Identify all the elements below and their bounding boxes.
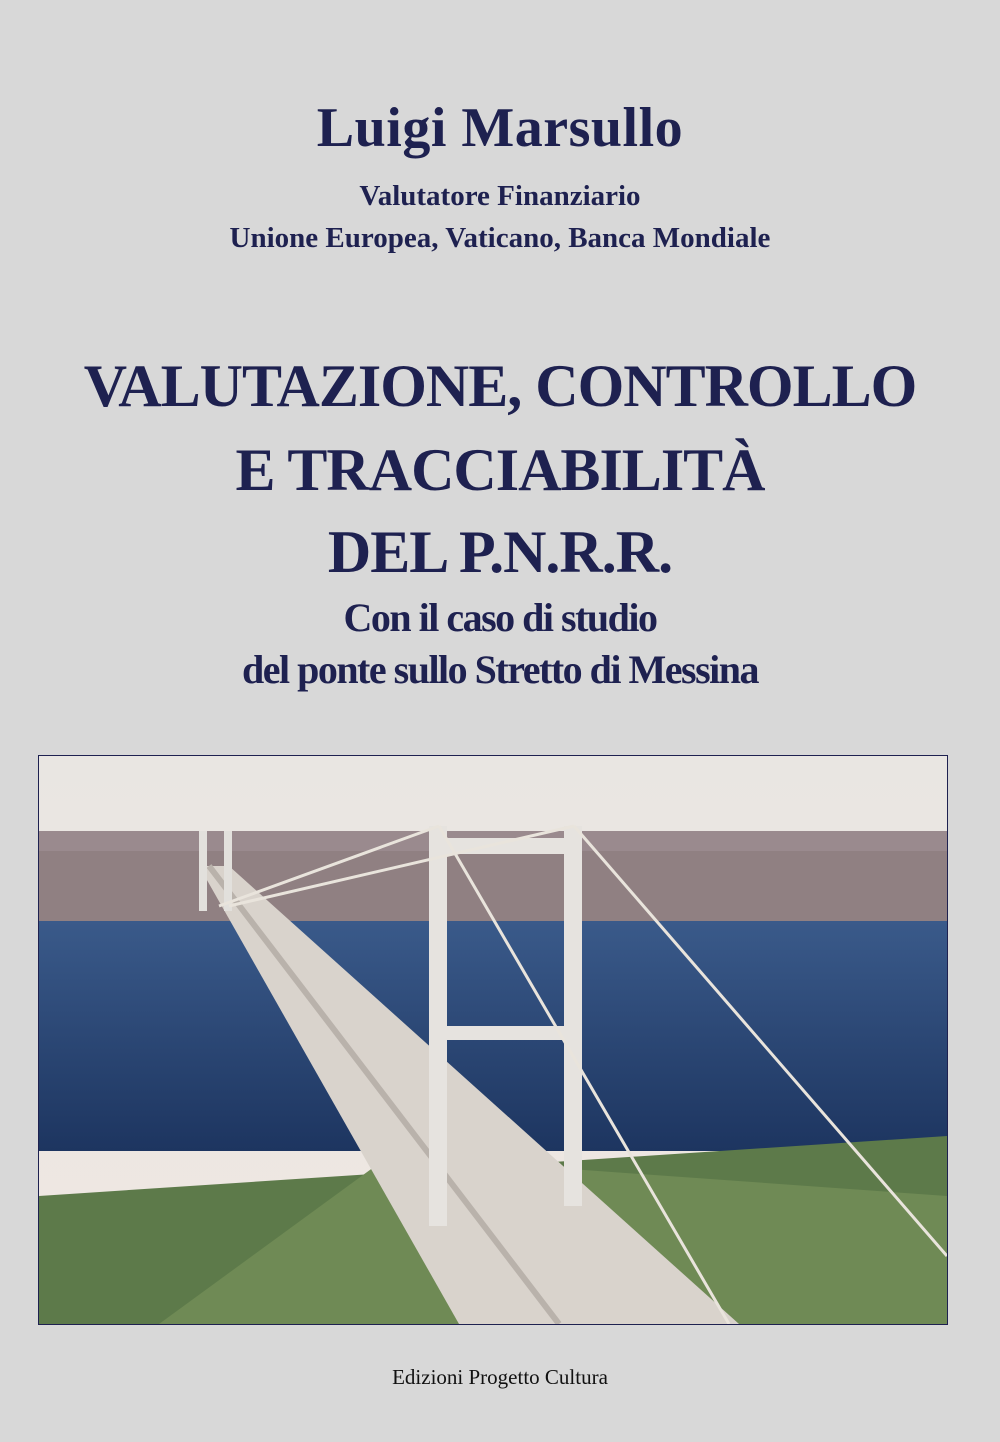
title-line-2: E TRACCIABILITÀ: [235, 437, 765, 503]
publisher-name: Edizioni Progetto Cultura: [392, 1365, 608, 1389]
author-role: Valutatore Finanziario: [359, 180, 641, 212]
author-name: Luigi Marsullo: [316, 97, 684, 159]
title-line-1: VALUTAZIONE, CONTROLLO: [83, 353, 917, 419]
author-affiliations: Unione Europea, Vaticano, Banca Mondiale: [229, 222, 771, 254]
subtitle-line-2: del ponte sullo Stretto di Messina: [241, 647, 759, 692]
subtitle-line-1: Con il caso di studio: [343, 595, 657, 640]
cover-photo-bridge: [38, 755, 948, 1325]
title-line-3: DEL P.N.R.R.: [327, 519, 673, 585]
